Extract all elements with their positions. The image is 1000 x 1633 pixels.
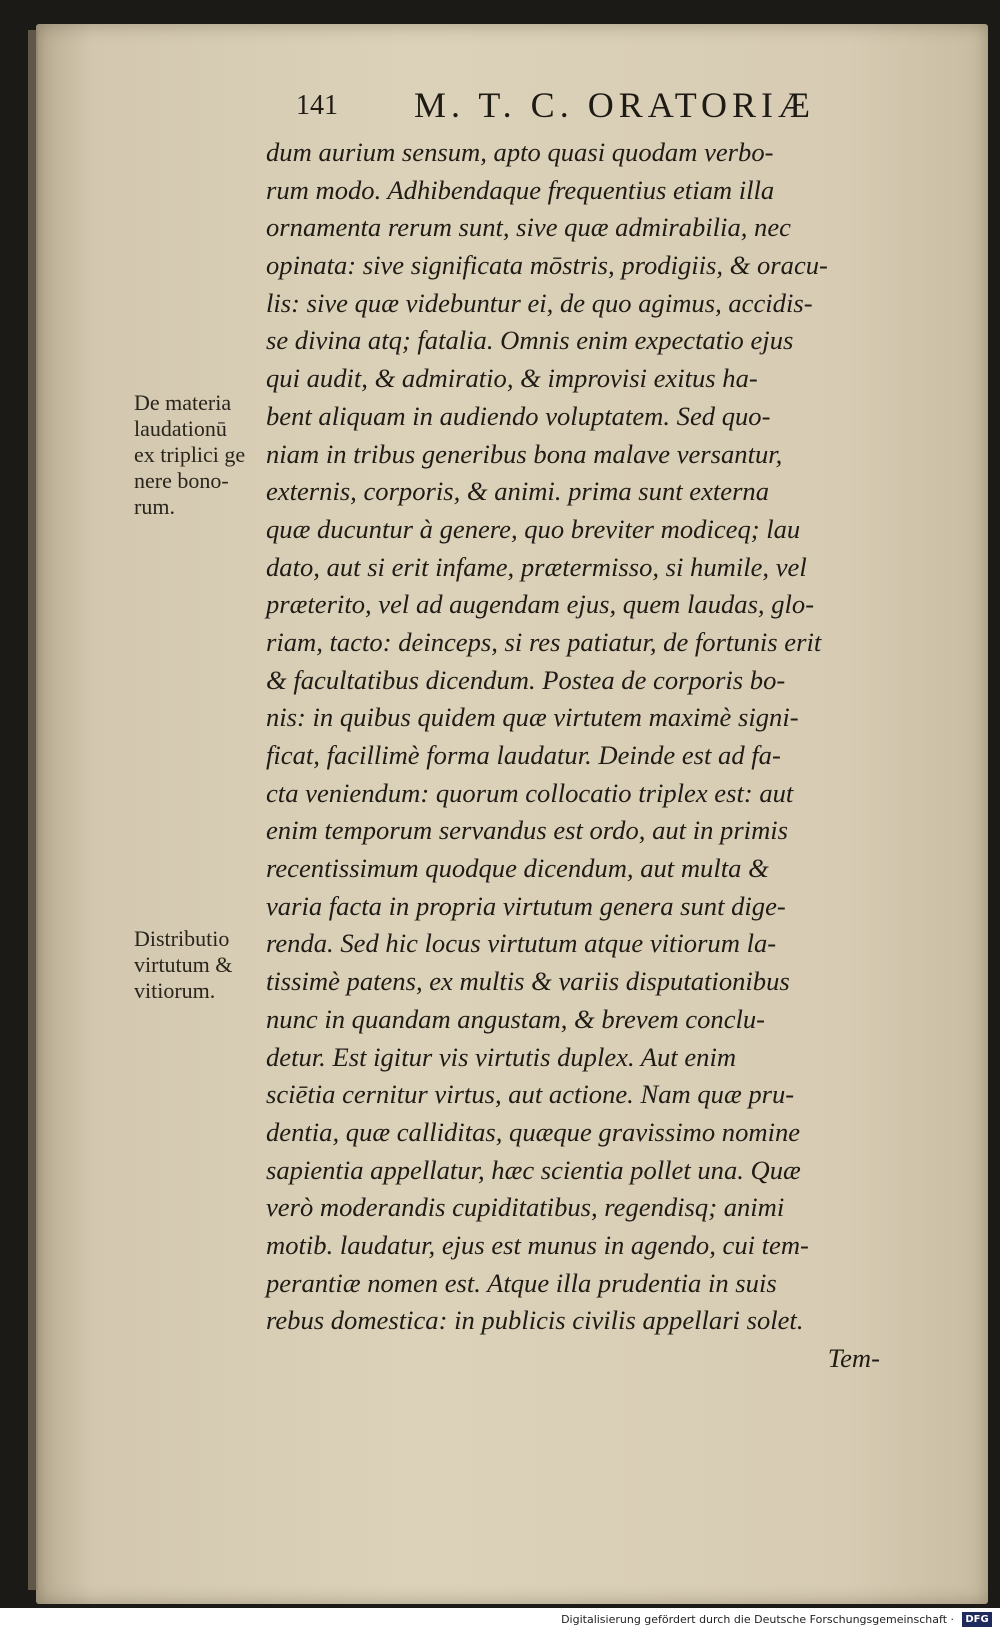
marginal-note-line: rum. [134, 494, 175, 519]
text-line: nunc in quandam angustam, & brevem conclu- [266, 1003, 766, 1034]
text-line: verò moderandis cupiditatibus, regendisq; animi [266, 1192, 785, 1223]
text-line: externis, corporis, & animi. prima sunt externa [266, 476, 770, 507]
page-stack-edge [28, 30, 38, 1590]
text-line: ficat, facillimè forma laudatur. Deinde est ad fa- [266, 740, 781, 770]
text-line: enim temporum servandus est ordo, aut in primis [266, 815, 789, 846]
text-line: perantiæ nomen est. Atque illa prudentia in suis [266, 1267, 777, 1298]
text-line: rum modo. Adhibendaque frequentius etiam illa [266, 174, 775, 205]
text-line: niam in tribus generibus bona malave versantur, [266, 438, 783, 469]
page-header [296, 84, 866, 132]
text-line: lis: sive quæ videbuntur ei, de quo agimus, accidis- [266, 287, 813, 318]
marginal-note-line: nere bono- [134, 468, 229, 493]
text-line: se divina atq; fatalia. Omnis enim expectatio ejus [266, 325, 794, 356]
text-line: sciētia cernitur virtus, aut actione. Nam quæ pru- [266, 1079, 795, 1110]
text-line: opinata: sive significata mōstris, prodigiis, & oracu- [266, 250, 828, 281]
marginal-note [134, 390, 284, 520]
marginal-note-line: laudationū [134, 416, 227, 441]
page-number: 141 [296, 90, 338, 121]
text-line: dum aurium sensum, apto quasi quodam verbo- [266, 137, 774, 167]
text-line: & facultatibus dicendum. Postea de corporis bo- [266, 664, 786, 695]
text-line: motib. laudatur, ejus est munus in agendo, cui tem- [266, 1229, 809, 1260]
text-line: varia facta in propria virtutum genera sunt dige- [266, 890, 786, 921]
marginal-note-line: vitiorum. [134, 978, 216, 1003]
running-title: M. T. C. ORATORIÆ [414, 85, 816, 125]
text-line: qui audit, & admiratio, & improvisi exitus ha- [266, 363, 758, 394]
marginal-note-line: virtutum & [134, 952, 233, 977]
marginal-note-line: Distributio [134, 926, 230, 951]
text-line: quæ ducuntur à genere, quo breviter modiceq; lau [266, 513, 801, 544]
text-line: præterito, vel ad augendam ejus, quem laudas, glo- [266, 589, 815, 620]
text-line: cta veniendum: quorum collocatio triplex est: aut [266, 777, 794, 808]
catchword: Tem- [827, 1343, 880, 1373]
text-line: detur. Est igitur vis virtutis duplex. Aut enim [266, 1041, 737, 1072]
digitization-footer [0, 1608, 1000, 1633]
dfg-logo: DFG [962, 1612, 992, 1627]
text-line: ornamenta rerum sunt, sive quæ admirabilia, nec [266, 212, 791, 243]
text-line: renda. Sed hic locus virtutum atque vitiorum la- [266, 928, 777, 959]
marginal-note [134, 926, 284, 1004]
text-line: riam, tacto: deinceps, si res patiatur, de fortunis erit [266, 626, 822, 657]
text-line: tissimè patens, ex multis & variis disputationibus [266, 966, 790, 997]
funding-credit: Digitalisierung gefördert durch die Deutsche Forschungsgemeinschaft · [561, 1613, 954, 1626]
marginal-note-line: De materia [134, 390, 232, 415]
marginal-note-line: ex triplici ge [134, 442, 246, 467]
text-line: dato, aut si erit infame, prætermisso, si humile, vel [266, 551, 807, 582]
body-text [266, 134, 916, 1378]
text-line: recentissimum quodque dicendum, aut multa & [266, 853, 769, 884]
text-line: sapientia appellatur, hæc scientia pollet una. Quæ [266, 1154, 801, 1185]
text-line: nis: in quibus quidem quæ virtutem maximè signi- [266, 702, 799, 733]
text-line: rebus domestica: in publicis civilis appellari solet. [266, 1305, 804, 1336]
text-line: dentia, quæ calliditas, quæque gravissimo nomine [266, 1116, 801, 1147]
text-line: bent aliquam in audiendo voluptatem. Sed quo- [266, 400, 771, 431]
